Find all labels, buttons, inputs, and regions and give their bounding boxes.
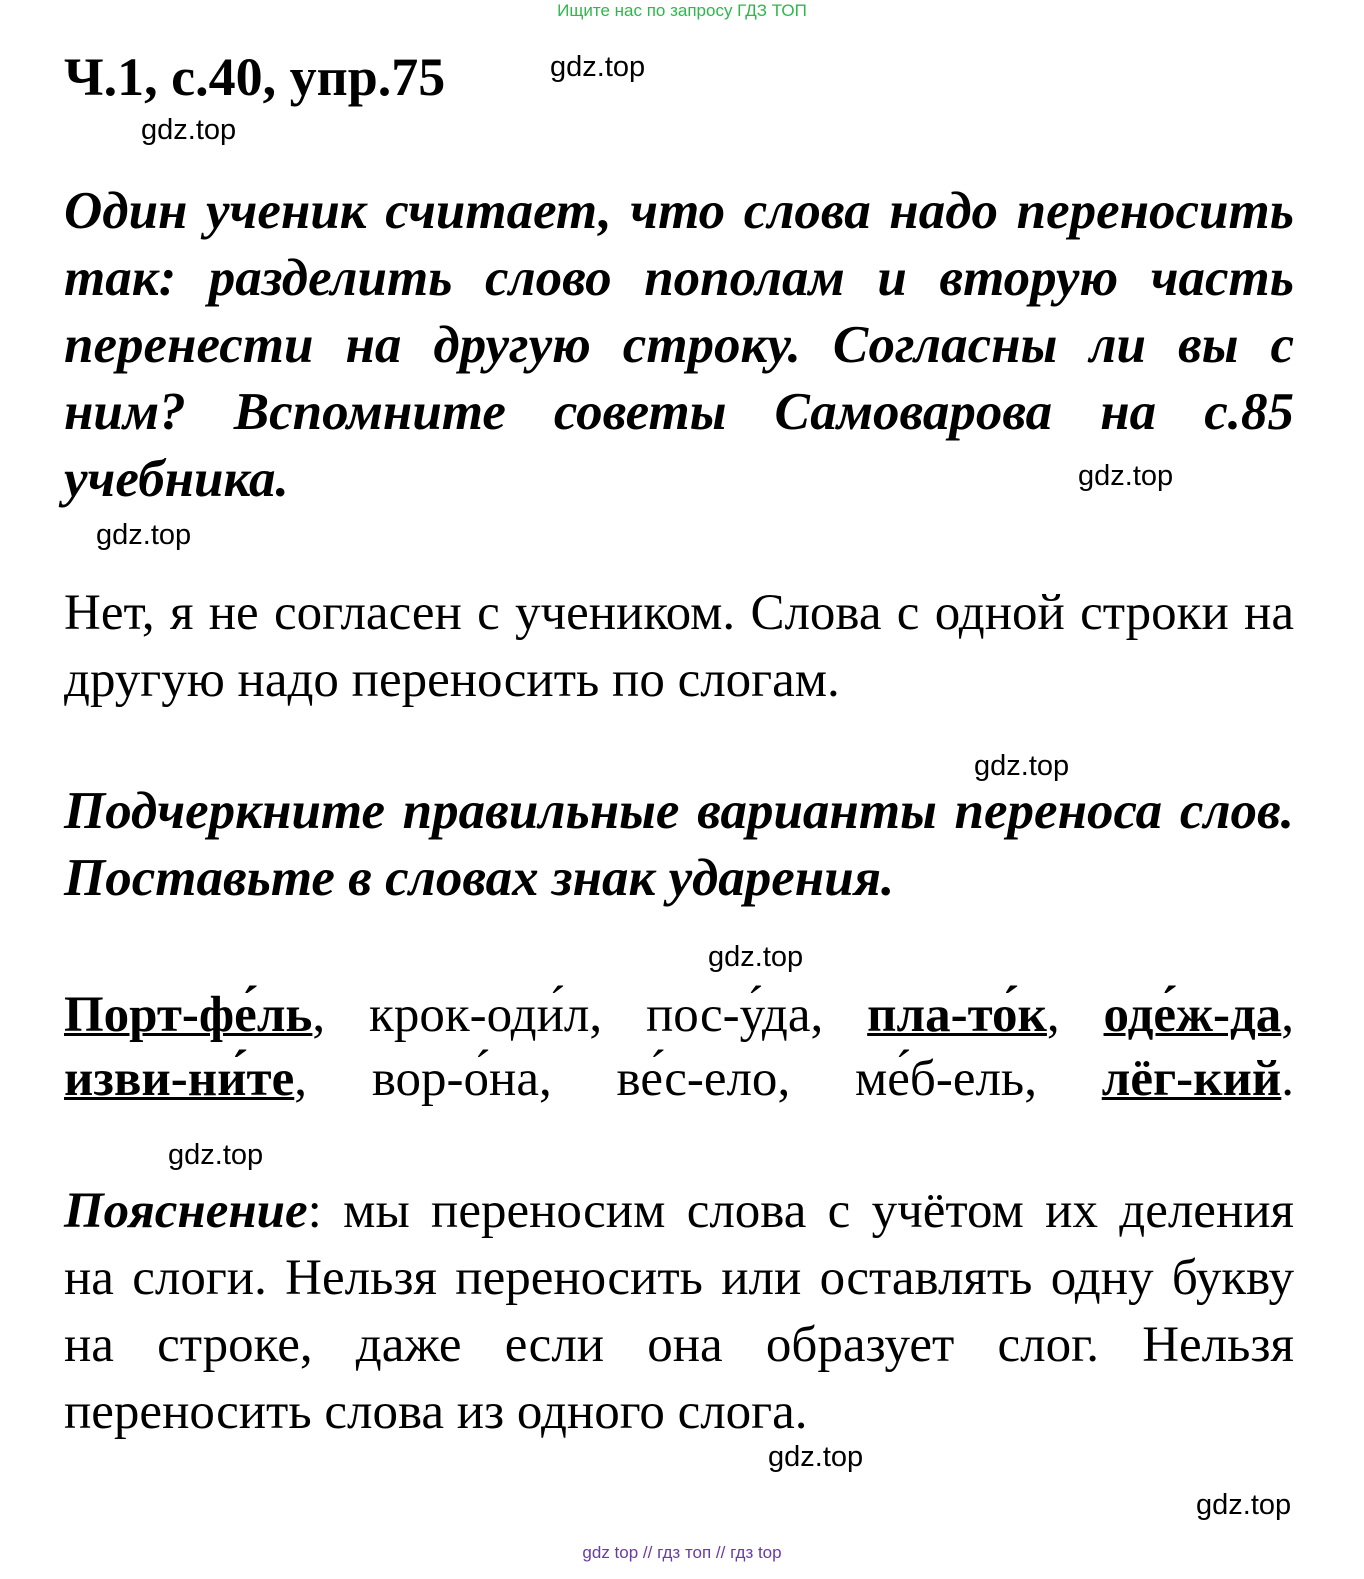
page-title: Ч.1, с.40, упр.75 [64,47,446,107]
word-correct: Порт-фе́ль [64,987,313,1043]
word-correct: лёг-кий [1101,1051,1282,1107]
watermark: gdz.top [768,1441,864,1473]
explanation-label: Пояснение [64,1183,308,1239]
answer-1: Нет, я не согласен с учеником. Слова с одной строки на другую надо переносить по слогам. [64,585,1294,708]
word-separator: , [1024,1051,1102,1107]
word-separator: , [1281,987,1295,1043]
watermark: gdz.top [1078,460,1174,492]
word-separator: , [312,987,370,1043]
explanation-text: : мы переносим слова с учётом их деления на слоги. Нельзя переносить или оставлять одну букву на строке, даже если она образует слог. Нельзя переносить слова из одного слога. [64,1183,1294,1440]
watermark: gdz.top [141,114,237,146]
footer-watermark: gdz top // гдз топ // гдз top [582,1543,782,1562]
word-hyphenation-list [64,983,1294,1111]
watermark: gdz.top [96,519,192,551]
word-incorrect: ме́б-ель [855,1051,1025,1107]
watermark: gdz.top [974,750,1070,782]
word-separator: , [294,1051,372,1107]
word-incorrect: вор-о́на [371,1051,539,1107]
word-separator: , [1046,987,1104,1043]
word-correct: изви-ни́те [64,1051,295,1107]
word-incorrect: пос-у́да [645,987,811,1043]
search-banner: Ищите нас по запросу ГДЗ ТОП [557,1,807,20]
word-separator: , [538,1051,617,1107]
watermark: gdz.top [708,941,804,973]
word-incorrect: ве́с-ело [616,1051,778,1107]
word-correct: оде́ж-да [1103,987,1282,1043]
word-separator: . [1281,1051,1295,1107]
explanation-paragraph [64,1178,1294,1446]
word-correct: пла-то́к [867,987,1047,1043]
watermark: gdz.top [168,1139,264,1171]
task-question-2: Подчеркните правильные варианты переноса слов. Поставьте в словах знак ударения. [64,782,1294,907]
word-separator: , [810,987,868,1043]
word-incorrect: крок-оди́л [369,987,590,1043]
watermark: gdz.top [1196,1489,1292,1521]
word-separator: , [777,1051,855,1107]
watermark: gdz.top [550,51,646,83]
word-separator: , [589,987,646,1043]
task-question-1: Один ученик считает, что слова надо переносить так: разделить слово пополам и вторую часть перенести на другую строку. Согласны ли вы с ним? Вспомните советы Самоварова на с.85 учебника. [64,182,1294,508]
